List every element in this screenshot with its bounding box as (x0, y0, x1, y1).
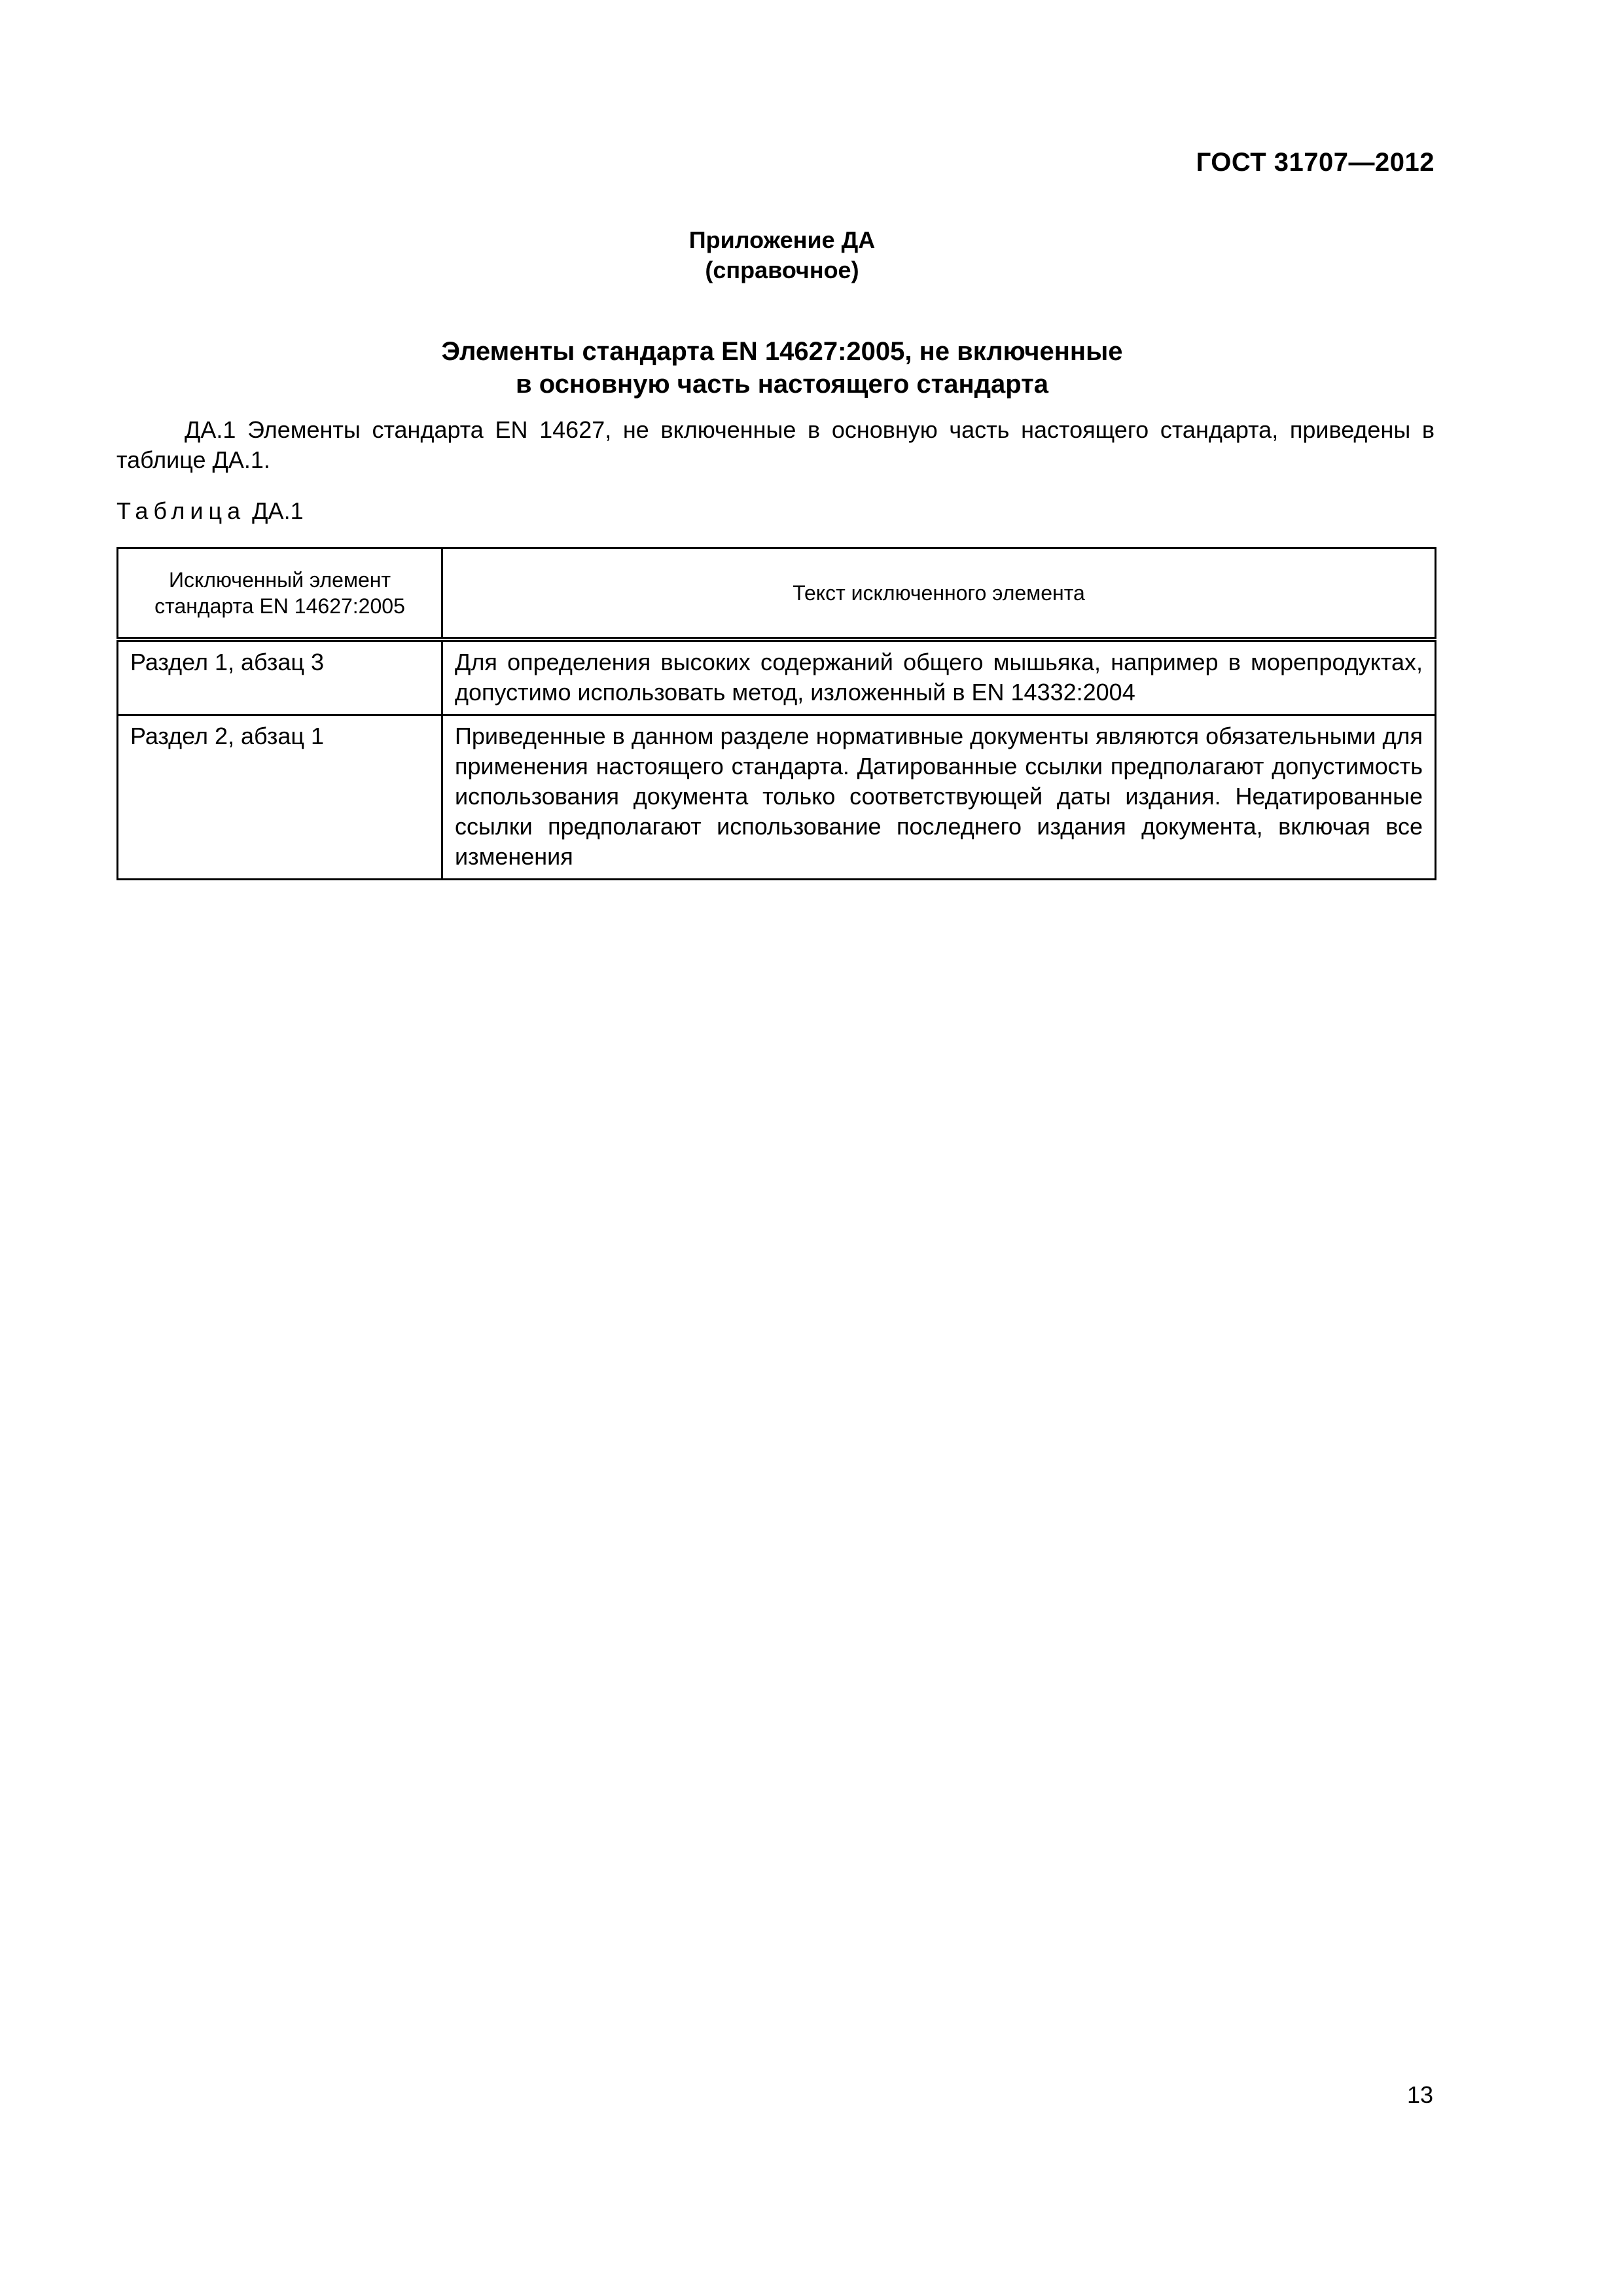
table-row (118, 715, 1436, 880)
table-cell-text: Приведенные в данном разделе нормативные документы являются обязательными для применения настоящего стандарта. Датированные ссылки предполагают допустимость использования документа только соответствующей даты издания. Недатированные ссылки предполагают использование последнего издания документа, включая все изменения (442, 715, 1436, 880)
section-title-line-1: Элементы стандарта EN 14627:2005, не включенные (441, 337, 1123, 366)
table-header-excluded-element (118, 548, 442, 640)
table-caption (116, 496, 304, 526)
appendix-title: Приложение ДА (688, 226, 876, 253)
page-number: 13 (1406, 2081, 1433, 2108)
table-row (118, 639, 1436, 715)
table-caption-prefix: Таблица (116, 497, 246, 524)
document-id: ГОСТ 31707—2012 (1196, 148, 1435, 177)
appendix-heading (0, 225, 1564, 285)
table-caption-id: ДА.1 (252, 497, 304, 524)
section-title (0, 335, 1564, 401)
header-col1-line-2: стандарта EN 14627:2005 (154, 594, 405, 618)
table-header-row (118, 548, 1436, 640)
appendix-subtitle: (справочное) (705, 257, 859, 283)
table-cell-text: Для определения высоких содержаний общего мышьяка, например в морепродуктах, допустимо использовать метод, изложенный в EN 14332:2004 (442, 639, 1436, 715)
table-cell-element: Раздел 1, абзац 3 (118, 639, 442, 715)
table-header-excluded-text: Текст исключенного элемента (442, 548, 1436, 640)
header-col1-line-1: Исключенный элемент (168, 568, 391, 592)
table-cell-element: Раздел 2, абзац 1 (118, 715, 442, 880)
intro-paragraph: ДА.1 Элементы стандарта EN 14627, не включенные в основную часть настоящего стандарта, приведены в таблице ДА.1. (116, 416, 1435, 473)
excluded-elements-table (116, 547, 1436, 880)
section-title-line-2: в основную часть настоящего стандарта (516, 370, 1048, 399)
